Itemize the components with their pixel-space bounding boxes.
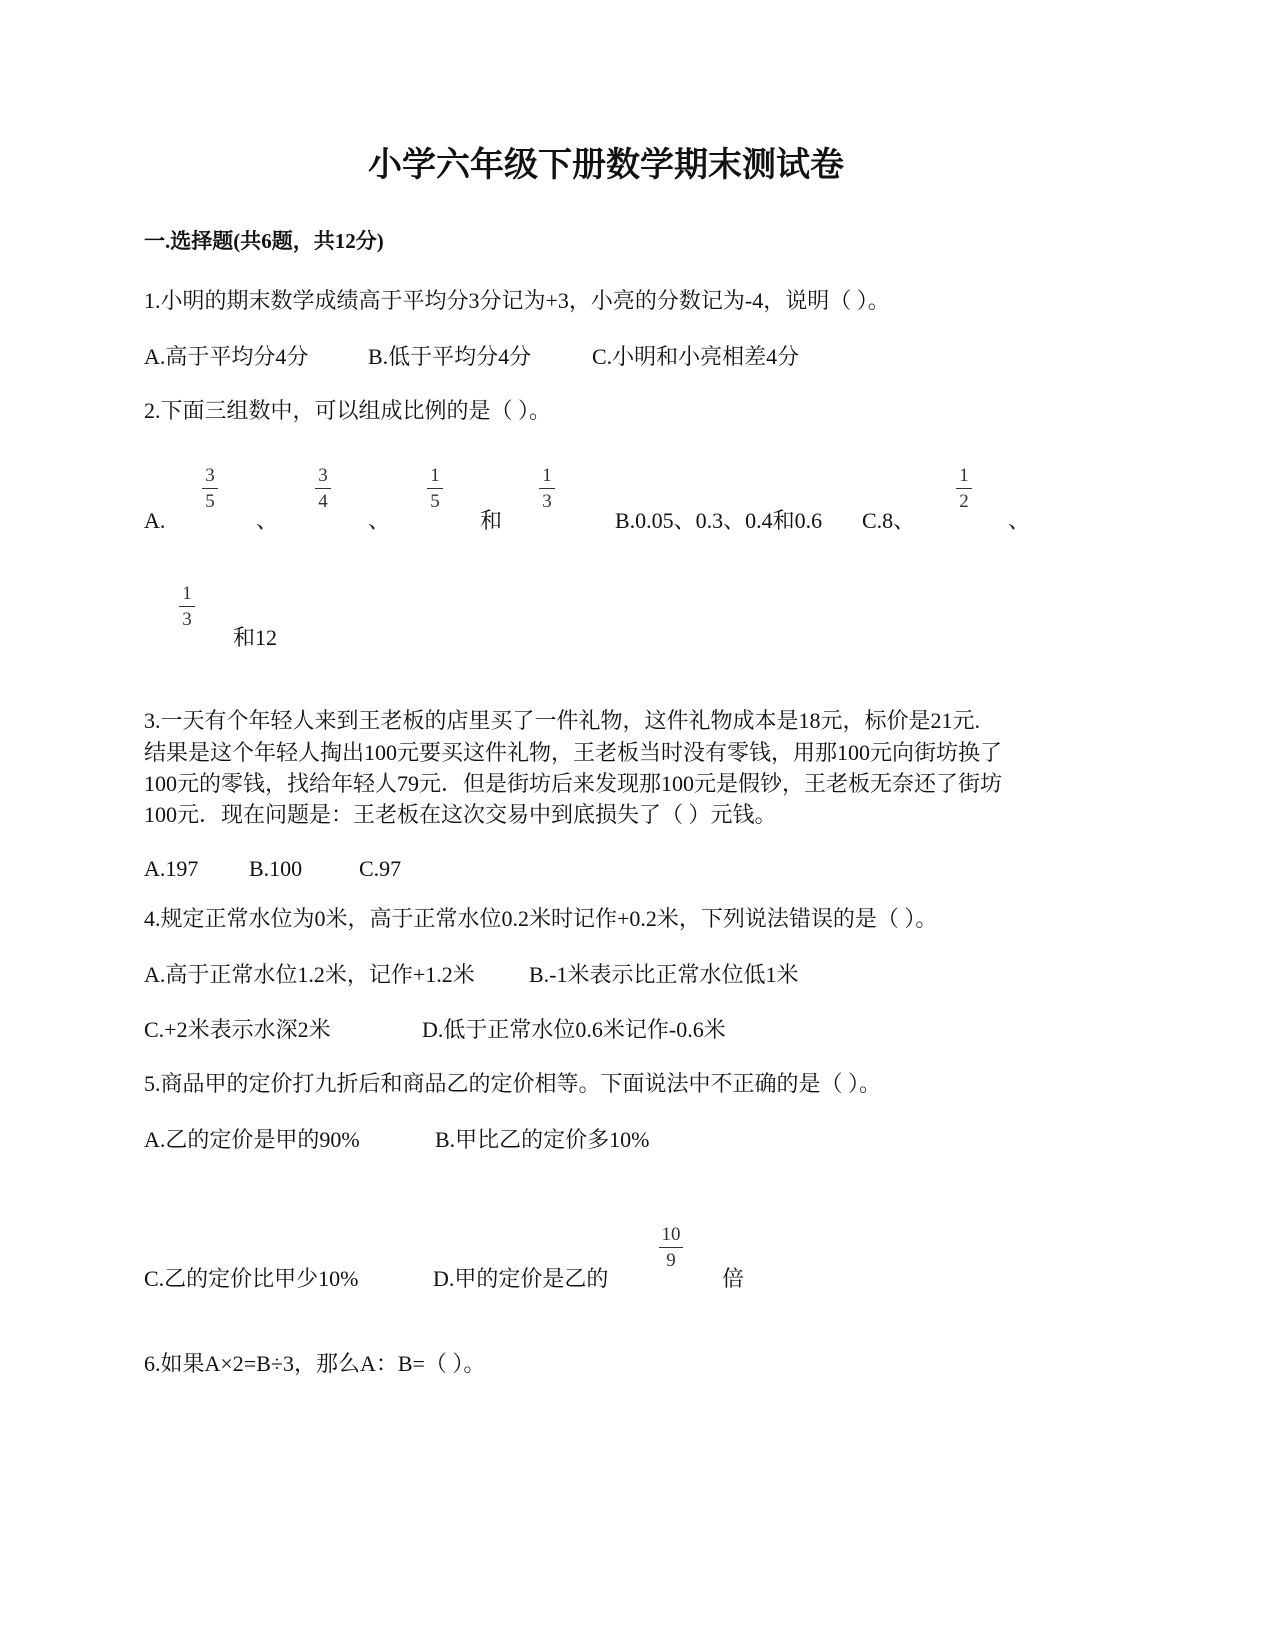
q3-line: 结果是这个年轻人掏出100元要买这件礼物，王老板当时没有零钱，用那100元向街坊换了 — [144, 740, 1003, 765]
q1-option-b: B.低于平均分4分 — [368, 344, 532, 369]
separator: 、 — [1008, 508, 1031, 533]
q2-option-a-label: A. — [144, 508, 166, 533]
q1-option-c: C.小明和小亮相差4分 — [592, 344, 800, 369]
page-title: 小学六年级下册数学期末测试卷 — [368, 147, 844, 184]
q4-option-c: C.+2米表示水深2米 — [144, 1017, 331, 1042]
q1-stem: 1.小明的期末数学成绩高于平均分3分记为+3，小亮的分数记为-4，说明（ ）。 — [144, 288, 890, 313]
q1-option-a: A.高于平均分4分 — [144, 344, 309, 369]
q3-option-a: A.197 — [144, 856, 199, 881]
fraction: 3 5 — [202, 465, 218, 513]
fraction: 10 9 — [659, 1224, 683, 1272]
q4-stem: 4.规定正常水位为0米，高于正常水位0.2米时记作+0.2米，下列说法错误的是（ ）。 — [144, 906, 938, 931]
q3-option-b: B.100 — [249, 856, 303, 881]
q5-option-c: C.乙的定价比甲少10% — [144, 1266, 359, 1291]
section-heading: 一.选择题(共6题，共12分) — [144, 229, 384, 253]
q5-option-d: D.甲的定价是乙的 — [433, 1266, 609, 1291]
q3-option-c: C.97 — [359, 856, 402, 881]
q2-option-c-label: C.8、 — [862, 508, 916, 533]
q2-option-b: B.0.05、0.3、0.4和0.6 — [615, 508, 823, 533]
q4-option-d: D.低于正常水位0.6米记作-0.6米 — [422, 1017, 726, 1042]
q6-stem: 6.如果A×2=B÷3，那么A：B=（ ）。 — [144, 1351, 486, 1376]
fraction: 1 5 — [427, 465, 443, 513]
separator: 、 — [368, 508, 391, 533]
fraction: 3 4 — [315, 465, 331, 513]
q2-option-c-tail: 和12 — [233, 625, 278, 650]
separator: 、 — [256, 508, 279, 533]
q5-option-a: A.乙的定价是甲的90% — [144, 1127, 360, 1152]
conjunction: 和 — [480, 508, 503, 533]
fraction: 1 3 — [179, 583, 195, 631]
q2-stem: 2.下面三组数中，可以组成比例的是（ ）。 — [144, 398, 552, 423]
q5-stem: 5.商品甲的定价打九折后和商品乙的定价相等。下面说法中不正确的是（ ）。 — [144, 1071, 882, 1096]
q4-option-a: A.高于正常水位1.2米，记作+1.2米 — [144, 962, 475, 987]
fraction: 1 2 — [956, 465, 972, 513]
q3-line: 100元的零钱，找给年轻人79元．但是街坊后来发现那100元是假钞，王老板无奈还了街坊 — [144, 771, 1003, 796]
q4-option-b: B.-1米表示比正常水位低1米 — [529, 962, 799, 987]
q3-line: 3.一天有个年轻人来到王老板的店里买了一件礼物，这件礼物成本是18元，标价是21元. — [144, 708, 981, 733]
q3-line: 100元．现在问题是：王老板在这次交易中到底损失了（ ）元钱。 — [144, 802, 777, 827]
q5-option-d-tail: 倍 — [722, 1266, 745, 1291]
q5-option-b: B.甲比乙的定价多10% — [435, 1127, 650, 1152]
fraction: 1 3 — [539, 465, 555, 513]
